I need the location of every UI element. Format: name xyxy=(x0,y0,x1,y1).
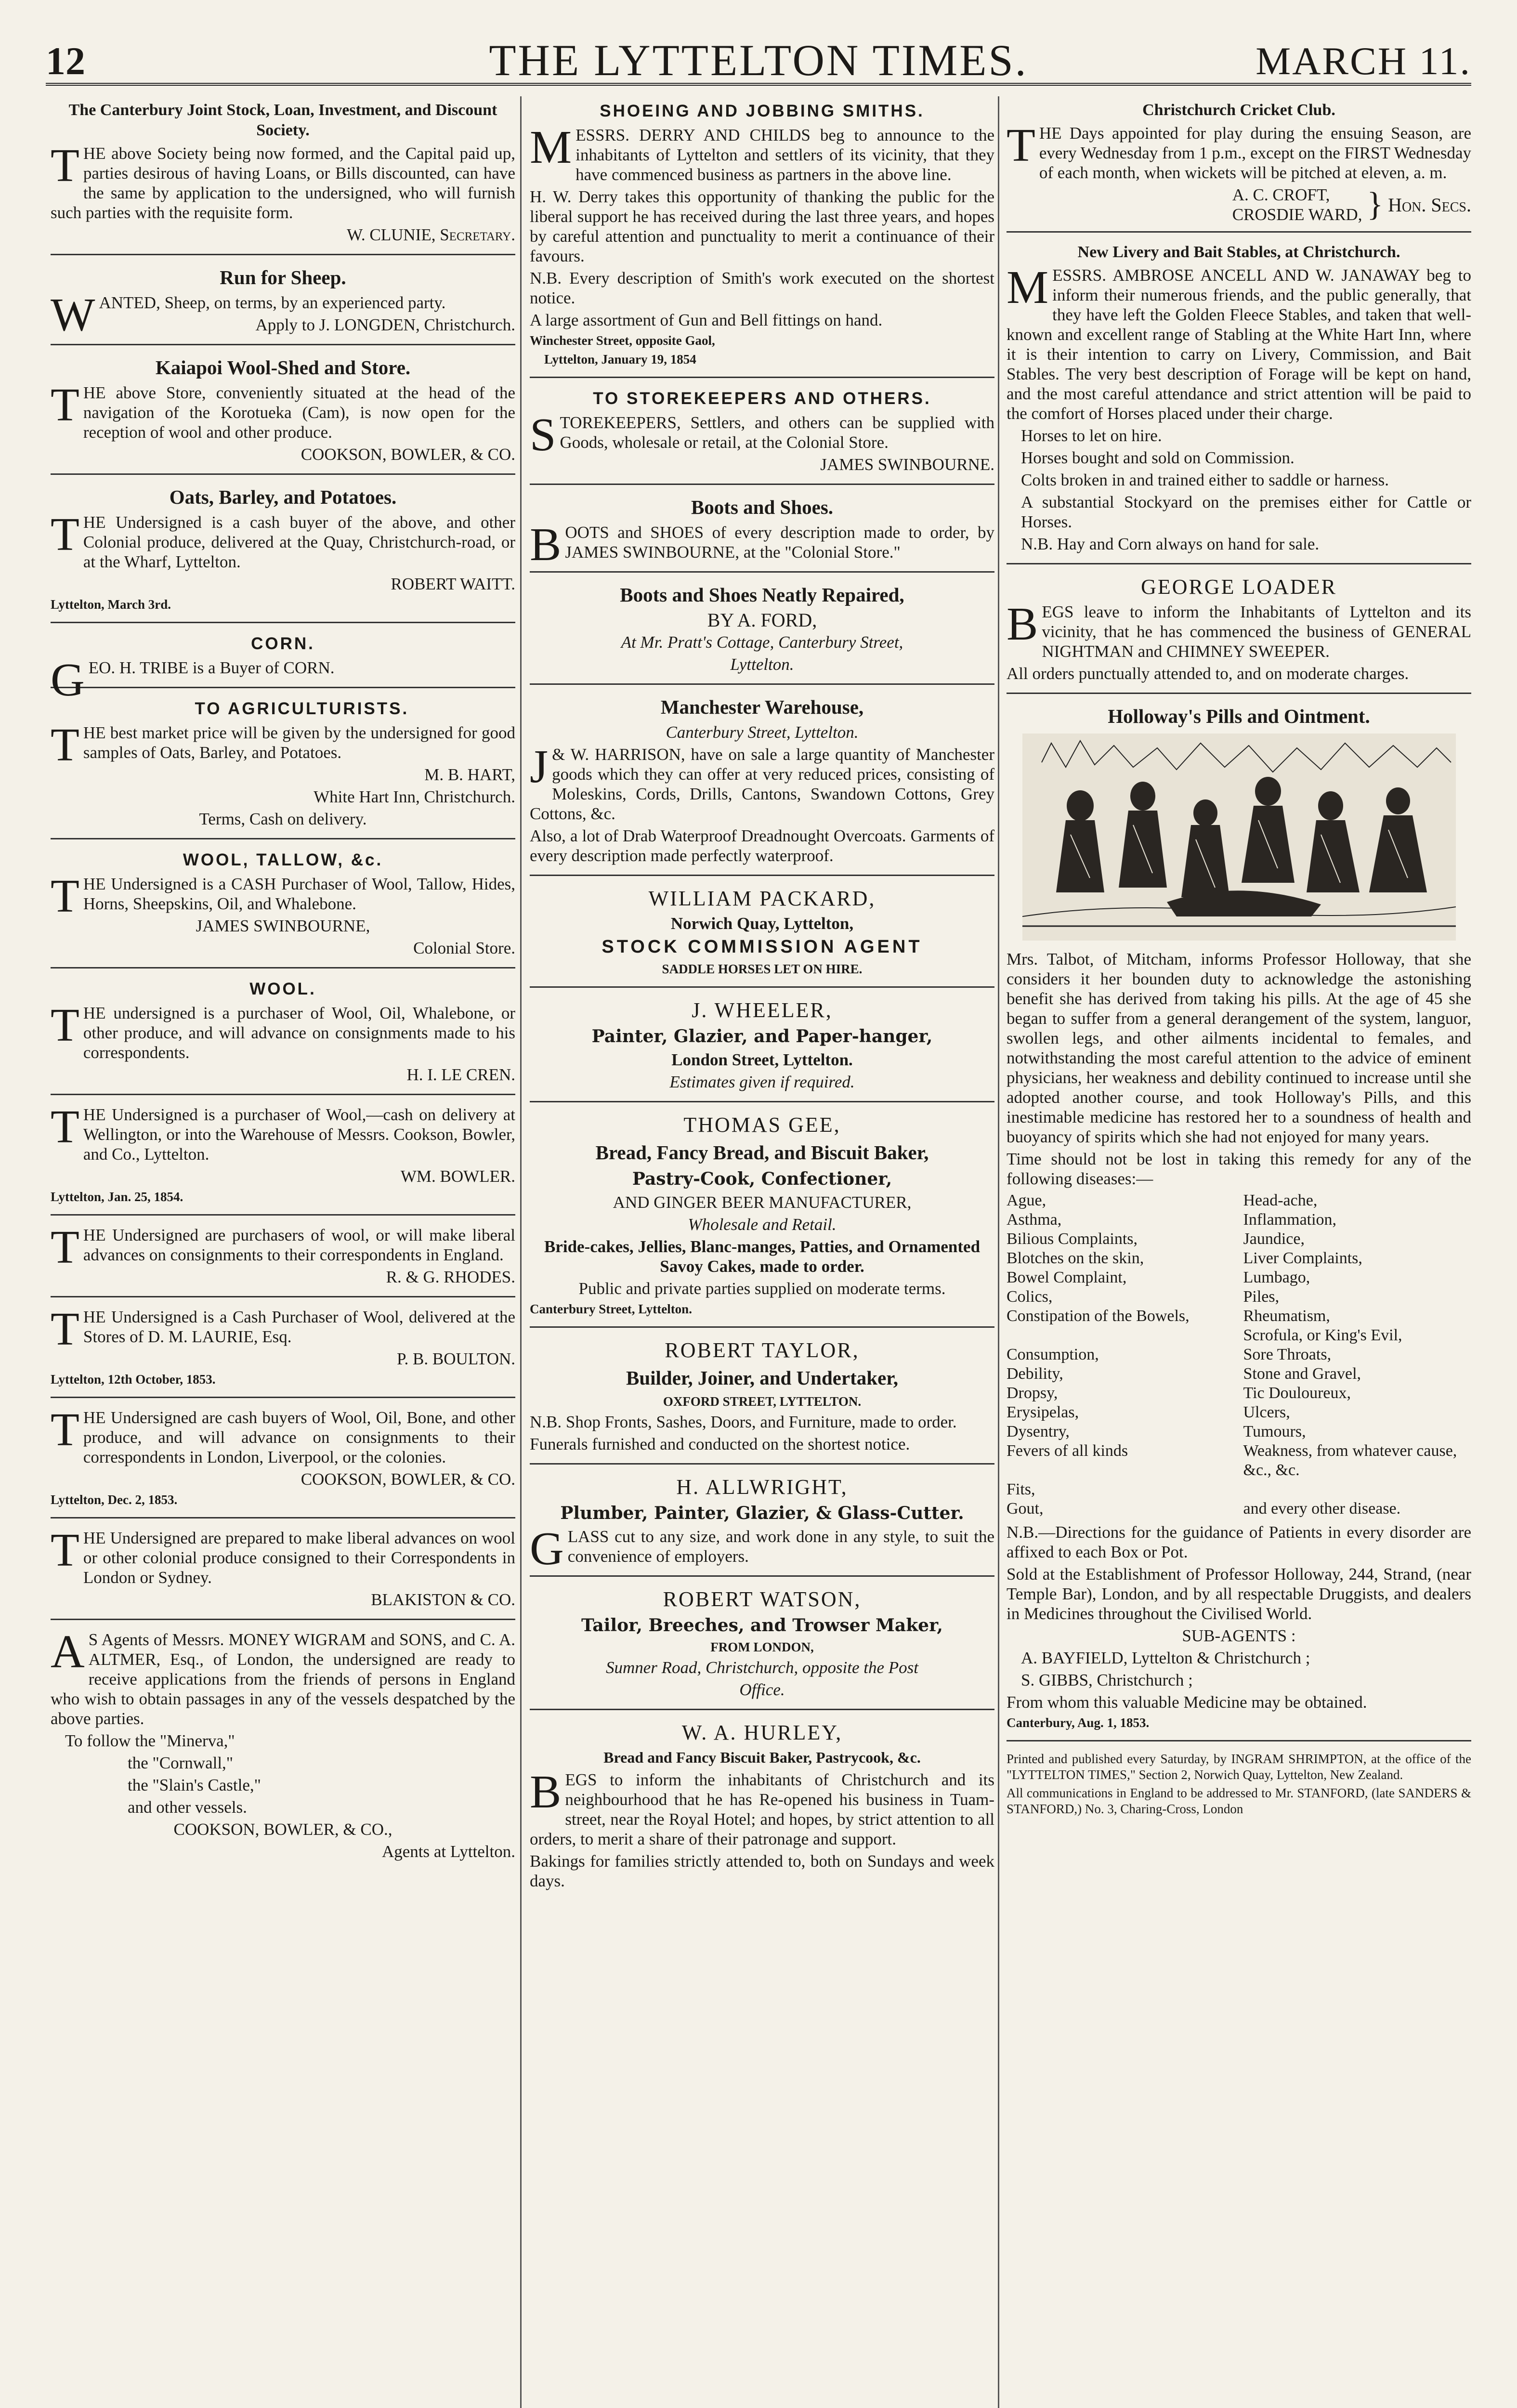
disease-item: Dysentry, xyxy=(1007,1423,1070,1440)
ad-body: HE Undersigned are cash buyers of Wool, Oil, Bone, and other produce, and will advance on consignments to their correspondents in London, Liverpool, or the colonies. xyxy=(83,1408,515,1466)
ad-note: SADDLE HORSES LET ON HIRE. xyxy=(662,962,863,976)
drop-cap: G xyxy=(530,1523,564,1575)
ad-date: Lyttelton, Jan. 25, 1854. xyxy=(51,1190,183,1204)
ad-wool xyxy=(51,978,515,1095)
ad-body: EGS leave to inform the Inhabitants of Lyttelton and its vicinity, that he has commenced the business of GENERAL NIGHTMAN and CHIMNEY SWEEPER. xyxy=(1042,602,1471,661)
ship-line: and other vessels. xyxy=(128,1798,247,1817)
drop-cap: G xyxy=(51,654,85,706)
ad-date: Lyttelton, 12th October, 1853. xyxy=(51,1372,216,1387)
ad-body: EO. H. TRIBE is a Buyer of CORN. xyxy=(88,658,335,677)
masthead xyxy=(46,29,1471,87)
disease-item: Asthma, xyxy=(1007,1211,1062,1229)
ad-bowler xyxy=(51,1101,515,1216)
ad-body: HE above Society being now formed, and the Capital paid up, parties desirous of having Loans, or Bills discounted, can have the same by application to the undersigned, who will furnish such parties with the requisite form. xyxy=(51,144,515,222)
ship-line: To follow the "Minerva," xyxy=(65,1731,235,1750)
disease-item: Liver Complaints, xyxy=(1243,1249,1362,1267)
ad-signatures xyxy=(1007,185,1471,224)
ad-list-item: Colts broken in and trained either to saddle or harness. xyxy=(1021,471,1389,489)
ad-j-wheeler xyxy=(530,997,994,1102)
drop-cap: B xyxy=(530,519,562,571)
ad-signature-address: White Hart Inn, Christchurch. xyxy=(314,787,515,806)
drop-cap: T xyxy=(51,719,79,771)
drop-cap: A xyxy=(51,1626,85,1678)
ad-heading: Run for Sheep. xyxy=(220,266,346,288)
ad-body: HE Undersigned are prepared to make liberal advances on wool or other colonial produce consigned to their Correspondents in London or Sydney. xyxy=(83,1529,515,1587)
ad-address: OXFORD STREET, LYTTELTON. xyxy=(663,1394,862,1409)
ad-signature: JAMES SWINBOURNE. xyxy=(820,455,994,474)
ad-cookson xyxy=(51,1404,515,1518)
ad-heading: Oats, Barley, and Potatoes. xyxy=(169,486,397,508)
ad-date: Lyttelton, Dec. 2, 1853. xyxy=(51,1492,178,1507)
ad-signature: M. B. HART, xyxy=(424,765,515,784)
ad-signature: A. C. CROFT, xyxy=(1232,185,1330,204)
ad-address: Norwich Quay, Lyttelton, xyxy=(670,914,854,933)
ad-paragraph: Time should not be lost in taking this remedy for any of the following diseases:— xyxy=(1007,1150,1471,1188)
ad-heading: TO AGRICULTURISTS. xyxy=(195,699,409,718)
ad-trade: Plumber, Painter, Glazier, & Glass-Cutter. xyxy=(560,1503,964,1523)
ad-heading: SHOEING AND JOBBING SMITHS. xyxy=(600,102,925,120)
drop-cap: W xyxy=(51,289,95,341)
ad-body: HE Undersigned is a cash buyer of the above, and other Colonial produce, delivered at the Quay, Christchurch-road, or at the Wharf, Lyttelton. xyxy=(83,513,515,571)
disease-item: Ague, xyxy=(1007,1191,1046,1209)
ad-thomas-gee xyxy=(530,1112,994,1328)
ship-line: the "Cornwall," xyxy=(128,1754,234,1772)
disease-item: Colics, xyxy=(1007,1288,1053,1306)
ad-terms: Terms, Cash on delivery. xyxy=(199,810,367,828)
ad-paragraph: A large assortment of Gun and Bell fittings on hand. xyxy=(530,311,883,329)
ad-manchester-warehouse xyxy=(530,694,994,876)
ad-subagent: A. BAYFIELD, Lyttelton & Christchurch ; xyxy=(1021,1649,1310,1667)
brace-glyph: } xyxy=(1367,186,1384,223)
disease-item: Tic Douloureux, xyxy=(1243,1384,1351,1402)
ad-heading: THOMAS GEE, xyxy=(683,1113,841,1137)
ad-rhodes xyxy=(51,1221,515,1297)
disease-item: Piles, xyxy=(1243,1288,1280,1306)
disease-item xyxy=(1243,1480,1472,1499)
ad-heading: CORN. xyxy=(251,634,315,653)
printer-imprint xyxy=(1007,1751,1471,1826)
ad-corn xyxy=(51,633,515,706)
ad-body: Public and private parties supplied on moderate terms. xyxy=(578,1279,946,1298)
ad-wool-tallow xyxy=(51,849,515,968)
ad-signature: COOKSON, BOWLER, & CO. xyxy=(301,445,515,464)
ad-heading: WILLIAM PACKARD, xyxy=(648,887,876,910)
column-left xyxy=(51,100,515,2408)
ad-body: & W. HARRISON, have on sale a large quantity of Manchester goods which they can offer at very reduced prices, consisting of Moleskins, Cords, Drills, Cantons, Swandown Cottons, Grey Cottons, &c. xyxy=(530,745,994,823)
ad-signature: H. I. LE CREN. xyxy=(406,1065,515,1084)
ad-origin: FROM LONDON, xyxy=(710,1640,814,1654)
disease-item: Stone and Gravel, xyxy=(1243,1365,1361,1383)
ad-signature: WM. BOWLER. xyxy=(400,1167,515,1186)
ad-boots-repaired xyxy=(530,582,994,685)
disease-item: Fits, xyxy=(1007,1480,1035,1498)
drop-cap: T xyxy=(51,1221,79,1273)
ad-address: Office. xyxy=(739,1680,785,1699)
ad-paragraph: Also, a lot of Drab Waterproof Dreadnought Overcoats. Garments of every description made perfectly waterproof. xyxy=(530,826,994,865)
ad-date: Lyttelton, January 19, 1854 xyxy=(544,352,696,366)
ad-list-item: Horses bought and sold on Commission. xyxy=(1021,448,1295,467)
ad-list-item: Horses to let on hire. xyxy=(1021,426,1162,445)
drop-cap: T xyxy=(51,999,79,1051)
ad-oats-barley xyxy=(51,484,515,623)
ad-body: ESSRS. DERRY AND CHILDS beg to announce to the inhabitants of Lyttelton and settlers of its vicinity, that they have commenced business as partners in the above line. xyxy=(575,126,994,184)
ad-signature: COOKSON, BOWLER, & CO., xyxy=(173,1820,392,1839)
ad-body: ESSRS. AMBROSE ANCELL AND W. JANAWAY beg to inform their numerous friends, and the public generally, that they have left the Golden Fleece Stables, and taken that well-known and excellent range of Stabling at the White Hart Inn, where it is their intention to carry on Livery, Commission, and Bait Stables. The very best description of Forage will be kept on hand, and the most careful attendance and strict attention will be paid to the comfort of Horses placed under their charge. xyxy=(1007,266,1471,423)
disease-item: Head-ache, xyxy=(1243,1191,1318,1209)
disease-item: Scrofula, or King's Evil, xyxy=(1243,1326,1402,1344)
ad-subagents-heading: SUB-AGENTS : xyxy=(1182,1626,1296,1645)
ad-list-item: N.B. Hay and Corn always on hand for sale. xyxy=(1021,535,1320,553)
drop-cap: T xyxy=(51,509,79,561)
disease-item: Gout, xyxy=(1007,1500,1044,1518)
ad-body: HE undersigned is a purchaser of Wool, Oil, Whalebone, or other produce, and will advance on consignments made to his correspondents. xyxy=(83,1004,515,1062)
ad-subagent: S. GIBBS, Christchurch ; xyxy=(1021,1671,1193,1689)
ad-paragraph: All orders punctually attended to, and on moderate charges. xyxy=(1007,664,1409,683)
ad-body: HE Undersigned is a Cash Purchaser of Wool, delivered at the Stores of D. M. LAURIE, Esq. xyxy=(83,1308,515,1346)
ad-body: ANTED, Sheep, on terms, by an experienced party. xyxy=(99,293,446,312)
ad-holloway-pills xyxy=(1007,704,1471,1741)
disease-item: Rheumatism, xyxy=(1243,1307,1330,1325)
ad-heading: The Canterbury Joint Stock, Loan, Investment, and Discount Society. xyxy=(68,101,497,139)
ad-body: OOTS and SHOES of every description made to order, by JAMES SWINBOURNE, at the "Colonial Store." xyxy=(565,523,994,562)
ad-body: HE Undersigned is a purchaser of Wool,—cash on delivery at Wellington, or into the Warehouse of Messrs. Cookson, Bowler, and Co., Lyttelton. xyxy=(83,1105,515,1164)
drop-cap: T xyxy=(51,870,79,922)
drop-cap: S xyxy=(530,409,556,461)
ad-trade: Bread and Fancy Biscuit Baker, Pastrycook, &c. xyxy=(603,1749,921,1766)
ad-heading: ROBERT TAYLOR, xyxy=(665,1338,860,1362)
ad-trade: Pastry-Cook, Confectioner, xyxy=(632,1169,892,1189)
ad-passage-agents xyxy=(51,1626,515,1871)
ad-paragraph: Sold at the Establishment of Professor Holloway, 244, Strand, (near Temple Bar), London, and by all respectable Druggists, and dealers in Medicines throughout the Civilised World. xyxy=(1007,1565,1471,1623)
ad-george-loader xyxy=(1007,574,1471,694)
ad-heading: Christchurch Cricket Club. xyxy=(1142,101,1335,119)
ad-agriculturists xyxy=(51,698,515,839)
ad-heading: WOOL, TALLOW, &c. xyxy=(183,851,383,869)
ship-line: the "Slain's Castle," xyxy=(128,1776,261,1794)
ad-signature: P. B. BOULTON. xyxy=(396,1349,515,1368)
disease-item: Constipation of the Bowels, xyxy=(1007,1307,1190,1325)
drop-cap: T xyxy=(51,379,79,431)
ad-address: Lyttelton. xyxy=(730,655,794,674)
drop-cap: T xyxy=(51,1404,79,1456)
ad-address: Winchester Street, opposite Gaol, xyxy=(530,333,715,348)
ad-heading: J. WHEELER, xyxy=(692,998,833,1022)
disease-item: Inflammation, xyxy=(1243,1211,1337,1229)
ad-w-a-hurley xyxy=(530,1720,994,1900)
ad-trade: Builder, Joiner, and Undertaker, xyxy=(626,1367,898,1389)
disease-item: Fevers of all kinds xyxy=(1007,1442,1128,1460)
ad-signature: R. & G. RHODES. xyxy=(386,1268,515,1286)
ad-trade: Tailor, Breeches, and Trowser Maker, xyxy=(581,1615,943,1636)
ad-heading: Kaiapoi Wool-Shed and Store. xyxy=(155,356,411,379)
ad-items: Bride-cakes, Jellies, Blanc-manges, Patties, and Ornamented Savoy Cakes, made to order. xyxy=(544,1237,981,1276)
ad-byline: BY A. FORD, xyxy=(707,609,817,631)
disease-item: Sore Throats, xyxy=(1243,1346,1332,1363)
disease-item: Lumbago, xyxy=(1243,1269,1310,1286)
disease-item: Weakness, from whatever cause, &c., &c. xyxy=(1243,1442,1457,1479)
disease-item xyxy=(1007,1326,1235,1345)
disease-item: Dropsy, xyxy=(1007,1384,1058,1402)
ad-address: Canterbury Street, Lyttelton. xyxy=(530,1302,692,1316)
ad-blakiston xyxy=(51,1524,515,1620)
ad-signature: BLAKISTON & CO. xyxy=(371,1590,515,1609)
ad-body: HE Undersigned are purchasers of wool, or will make liberal advances on consignments to their correspondents in England. xyxy=(83,1226,515,1264)
ad-role: STOCK COMMISSION AGENT xyxy=(602,937,923,957)
ad-heading: Boots and Shoes Neatly Repaired, xyxy=(620,584,904,606)
ad-shoeing-smiths xyxy=(530,100,994,378)
drop-cap: B xyxy=(530,1766,562,1818)
ad-body: N.B. Shop Fronts, Sashes, Doors, and Furniture, made to order. xyxy=(530,1413,957,1431)
ad-body: EGS to inform the inhabitants of Christchurch and its neighbourhood that he has Re-opened his business in Tuam-street, near the Royal Hotel; and hopes, by strict attention to all orders, to merit a share of their patronage and support. xyxy=(530,1770,994,1848)
ad-signature: ROBERT WAITT. xyxy=(391,575,515,593)
ad-signature: JAMES SWINBOURNE, xyxy=(196,916,370,935)
disease-list xyxy=(1007,1191,1471,1518)
ad-signature-role: Agents at Lyttelton. xyxy=(381,1842,515,1861)
newspaper-title: THE LYTTELTON TIMES. xyxy=(489,36,1028,85)
ad-robert-watson xyxy=(530,1586,994,1710)
ad-joint-stock-society xyxy=(51,100,515,255)
ad-trade: Wholesale and Retail. xyxy=(688,1215,837,1234)
ad-kaiapoi-store xyxy=(51,355,515,475)
ad-body: HE best market price will be given by the undersigned for good samples of Oats, Barley, and Potatoes. xyxy=(83,723,515,762)
column-divider xyxy=(520,96,522,2408)
column-middle xyxy=(530,100,994,2408)
ad-run-for-sheep xyxy=(51,265,515,345)
disease-item: and every other disease. xyxy=(1243,1500,1401,1518)
ad-heading: Manchester Warehouse, xyxy=(660,696,864,718)
ad-paragraph: H. W. Derry takes this opportunity of thanking the public for the liberal support he has received during the last three years, and hopes by careful attention and punctuality to merit a continuance of their favours. xyxy=(530,187,994,265)
drop-cap: T xyxy=(1007,119,1035,171)
ad-date: Lyttelton, March 3rd. xyxy=(51,597,171,612)
drop-cap: M xyxy=(530,121,572,173)
ad-body: S Agents of Messrs. MONEY WIGRAM and SONS, and C. A. ALTMER, Esq., of London, the undersigned are ready to receive applications from the friends of persons in England who wish to obtain passages in any of the vessels despatched by the above parties. xyxy=(51,1630,515,1728)
ad-address: London Street, Lyttelton. xyxy=(671,1050,853,1069)
ad-paragraph: Funerals furnished and conducted on the shortest notice. xyxy=(530,1435,910,1453)
page-number: 12 xyxy=(46,39,85,83)
drop-cap: T xyxy=(51,1303,79,1355)
drop-cap: J xyxy=(530,741,549,793)
disease-item: Debility, xyxy=(1007,1365,1063,1383)
ad-body: HE Undersigned is a CASH Purchaser of Wool, Tallow, Hides, Horns, Sheepskins, Oil, and Whalebone. xyxy=(83,875,515,913)
ad-date: Canterbury, Aug. 1, 1853. xyxy=(1007,1715,1150,1730)
ad-signature: W. CLUNIE, Secretary. xyxy=(347,225,515,244)
ad-paragraph: Bakings for families strictly attended to, both on Sundays and week days. xyxy=(530,1852,994,1890)
ad-list-item: A substantial Stockyard on the premises either for Cattle or Horses. xyxy=(1021,493,1471,531)
ad-address: At Mr. Pratt's Cottage, Canterbury Street, xyxy=(621,633,903,652)
ad-note: Estimates given if required. xyxy=(669,1073,855,1091)
drop-cap: M xyxy=(1007,262,1049,314)
disease-item: Bilious Complaints, xyxy=(1007,1230,1138,1248)
ad-robert-taylor xyxy=(530,1337,994,1465)
imprint-paragraph: All communications in England to be addressed to Mr. STANFORD, (late SANDERS & STANFORD,) No. 3, Charing-Cross, London xyxy=(1007,1786,1471,1816)
ad-body: TOREKEEPERS, Settlers, and others can be supplied with Goods, wholesale or retail, at the Colonial Store. xyxy=(560,413,994,452)
ad-body: HE above Store, conveniently situated at the head of the navigation of the Korotueka (Cam), is now open for the reception of wool and other produce. xyxy=(83,383,515,442)
ad-cricket-club xyxy=(1007,100,1471,233)
ad-heading: W. A. HURLEY, xyxy=(681,1721,843,1744)
ad-signature-address: Colonial Store. xyxy=(413,939,515,957)
issue-date: MARCH 11. xyxy=(1255,39,1471,83)
disease-item: Erysipelas, xyxy=(1007,1403,1079,1421)
ad-body: Mrs. Talbot, of Mitcham, informs Professor Holloway, that she considers it her bounden duty to acknowledge the astonishing benefit she has derived from taking his pills. At the age of 45 she began to suffer from a general derangement of the system, languor, swollen legs, and other ailments incidental to females, and notwithstanding the most careful attention to the advice of eminent physicians, her weakness and debility continued to increase until she adopted another course, and took Holloway's Pills, and this inestimable medicine has restored her to a soundness of health and buoyancy of spirits which she had not enjoyed for many years. xyxy=(1007,950,1471,1146)
drop-cap: T xyxy=(51,1524,79,1576)
ad-signature-role: Hon. Secs. xyxy=(1388,194,1471,216)
ad-paragraph: From whom this valuable Medicine may be obtained. xyxy=(1007,1693,1367,1712)
ad-trade: AND GINGER BEER MANUFACTURER, xyxy=(613,1193,912,1212)
ad-storekeepers xyxy=(530,388,994,485)
ad-william-packard xyxy=(530,886,994,988)
ad-heading: H. ALLWRIGHT, xyxy=(676,1475,848,1499)
column-right xyxy=(1007,100,1471,2408)
ad-body: LASS cut to any size, and work done in any style, to suit the convenience of employers. xyxy=(567,1527,994,1566)
drop-cap: B xyxy=(1007,598,1038,650)
ad-paragraph: N.B. Every description of Smith's work executed on the shortest notice. xyxy=(530,269,994,307)
ad-trade: Bread, Fancy Bread, and Biscuit Baker, xyxy=(595,1141,929,1164)
ad-boulton xyxy=(51,1303,515,1398)
ad-address: Sumner Road, Christchurch, opposite the Post xyxy=(605,1658,919,1677)
disease-item: Blotches on the skin, xyxy=(1007,1249,1144,1267)
column-divider xyxy=(998,96,999,2408)
disease-item: Tumours, xyxy=(1243,1423,1306,1440)
ad-body: HE Days appointed for play during the ensuing Season, are every Wednesday from 1 p.m., except on the FIRST Wednesday of each month, when wickets will be pitched at eleven, a. m. xyxy=(1039,124,1471,182)
disease-item: Bowel Complaint, xyxy=(1007,1269,1127,1286)
masthead-rule xyxy=(46,83,1471,86)
drop-cap: T xyxy=(51,1101,79,1153)
ad-heading: New Livery and Bait Stables, at Christchurch. xyxy=(1077,243,1400,261)
ad-heading: Boots and Shoes. xyxy=(691,496,834,518)
disease-item: Jaundice, xyxy=(1243,1230,1305,1248)
ad-boots-shoes xyxy=(530,495,994,573)
ad-heading: ROBERT WATSON, xyxy=(663,1587,862,1611)
engraving-illustration xyxy=(1022,733,1456,941)
ad-address: Canterbury Street, Lyttelton. xyxy=(666,723,859,742)
ad-livery-stables xyxy=(1007,242,1471,564)
ad-heading: WOOL. xyxy=(249,980,316,998)
ad-heading: TO STOREKEEPERS AND OTHERS. xyxy=(593,389,931,408)
ad-signature: Apply to J. LONGDEN, Christchurch. xyxy=(255,315,515,334)
ad-heading: Holloway's Pills and Ointment. xyxy=(1108,705,1370,727)
ad-signature: COOKSON, BOWLER, & CO. xyxy=(301,1470,515,1489)
imprint-paragraph: Printed and published every Saturday, by INGRAM SHRIMPTON, at the office of the "LYTTELTON TIMES," Section 2, Norwich Quay, Lyttelton, New Zealand. xyxy=(1007,1752,1471,1782)
ad-signature: CROSDIE WARD, xyxy=(1232,205,1362,224)
drop-cap: T xyxy=(51,140,79,192)
disease-item: Consumption, xyxy=(1007,1346,1099,1363)
ad-heading: GEORGE LOADER xyxy=(1141,575,1337,599)
disease-item: Ulcers, xyxy=(1243,1403,1290,1421)
ad-trade: Painter, Glazier, and Paper-hanger, xyxy=(591,1026,933,1047)
ad-paragraph: N.B.—Directions for the guidance of Patients in every disorder are affixed to each Box or Pot. xyxy=(1007,1523,1471,1561)
ad-h-allwright xyxy=(530,1474,994,1577)
